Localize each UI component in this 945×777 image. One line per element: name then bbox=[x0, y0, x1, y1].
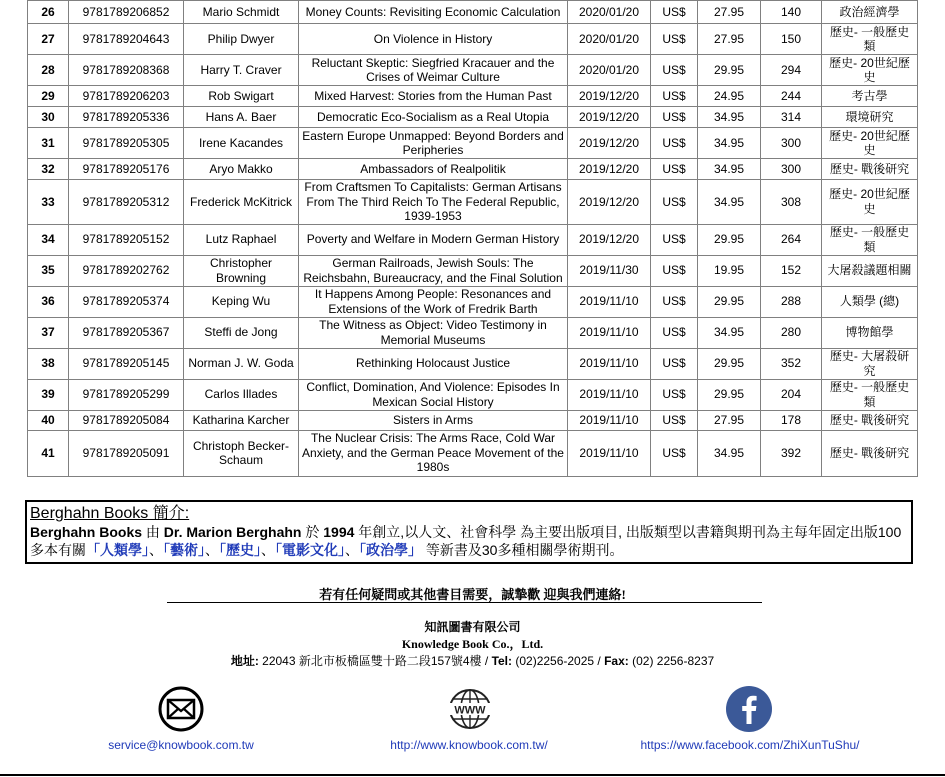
table-row bbox=[28, 1, 918, 24]
cell-pages: 294 bbox=[761, 55, 822, 86]
cell-subject: 歷史- 一般歷史類 bbox=[822, 24, 918, 55]
cell-cur: US$ bbox=[651, 86, 698, 107]
cell-pages: 352 bbox=[761, 348, 822, 379]
cell-no: 35 bbox=[28, 255, 69, 286]
cell-price: 27.95 bbox=[698, 1, 761, 24]
cell-date: 2019/11/10 bbox=[568, 430, 651, 476]
cell-cur: US$ bbox=[651, 317, 698, 348]
cell-price: 27.95 bbox=[698, 410, 761, 430]
cell-no: 38 bbox=[28, 348, 69, 379]
cell-title: Democratic Eco-Socialism as a Real Utopia bbox=[299, 107, 568, 128]
cell-subject: 歷史- 大屠殺研究 bbox=[822, 348, 918, 379]
cell-title: On Violence in History bbox=[299, 24, 568, 55]
cell-subject: 歷史- 戰後研究 bbox=[822, 430, 918, 476]
intro-heading: Berghahn Books 簡介: bbox=[30, 505, 190, 522]
cell-no: 31 bbox=[28, 128, 69, 159]
cell-date: 2020/01/20 bbox=[568, 55, 651, 86]
cell-pages: 178 bbox=[761, 410, 822, 430]
cell-subject: 歷史- 20世紀歷史 bbox=[822, 128, 918, 159]
cell-price: 29.95 bbox=[698, 55, 761, 86]
cell-isbn: 9781789205305 bbox=[69, 128, 184, 159]
cell-author: Carlos Illades bbox=[184, 379, 299, 410]
cell-isbn: 9781789208368 bbox=[69, 55, 184, 86]
cell-title: Sisters in Arms bbox=[299, 410, 568, 430]
founding-year: 1994 bbox=[323, 524, 355, 540]
cell-price: 34.95 bbox=[698, 430, 761, 476]
cell-cur: US$ bbox=[651, 55, 698, 86]
cell-author: Philip Dwyer bbox=[184, 24, 299, 55]
facebook-link[interactable]: https://www.facebook.com/ZhiXunTuShu/ bbox=[640, 738, 860, 752]
cell-isbn: 9781789205084 bbox=[69, 410, 184, 430]
cell-author: Aryo Makko bbox=[184, 159, 299, 180]
cell-subject: 博物館學 bbox=[822, 317, 918, 348]
cell-cur: US$ bbox=[651, 410, 698, 430]
table-row bbox=[28, 180, 918, 225]
cell-cur: US$ bbox=[651, 379, 698, 410]
cell-title: Conflict, Domination, And Violence: Episodes In Mexican Social History bbox=[299, 379, 568, 410]
cell-subject: 歷史- 20世紀歷史 bbox=[822, 55, 918, 86]
cell-author: Frederick McKitrick bbox=[184, 180, 299, 225]
cell-author: Lutz Raphael bbox=[184, 224, 299, 255]
cell-no: 26 bbox=[28, 1, 69, 24]
cell-no: 39 bbox=[28, 379, 69, 410]
cell-isbn: 9781789205145 bbox=[69, 348, 184, 379]
subject-history: 「歷史」 bbox=[219, 542, 261, 558]
table-row bbox=[28, 286, 918, 317]
cell-isbn: 9781789204643 bbox=[69, 24, 184, 55]
cell-title: Eastern Europe Unmapped: Beyond Borders and Peripheries bbox=[299, 128, 568, 159]
cell-cur: US$ bbox=[651, 107, 698, 128]
website-link[interactable]: http://www.knowbook.com.tw/ bbox=[390, 738, 548, 752]
cell-author: Norman J. W. Goda bbox=[184, 348, 299, 379]
cell-author: Christoph Becker-Schaum bbox=[184, 430, 299, 476]
svg-text:WWW: WWW bbox=[454, 704, 486, 717]
cell-pages: 314 bbox=[761, 107, 822, 128]
cell-no: 28 bbox=[28, 55, 69, 86]
cell-pages: 244 bbox=[761, 86, 822, 107]
cell-author: Katharina Karcher bbox=[184, 410, 299, 430]
cell-no: 29 bbox=[28, 86, 69, 107]
cell-title: Money Counts: Revisiting Economic Calculation bbox=[299, 1, 568, 24]
cell-author: Hans A. Baer bbox=[184, 107, 299, 128]
cell-author: Christopher Browning bbox=[184, 255, 299, 286]
cell-pages: 300 bbox=[761, 159, 822, 180]
cell-isbn: 9781789205152 bbox=[69, 224, 184, 255]
cell-pages: 392 bbox=[761, 430, 822, 476]
cell-isbn: 9781789202762 bbox=[69, 255, 184, 286]
cell-pages: 308 bbox=[761, 180, 822, 225]
cell-no: 33 bbox=[28, 180, 69, 225]
table-row bbox=[28, 255, 918, 286]
contact-question: 若有任何疑問或其他書目需要，誠摯歡 迎與我們連絡! bbox=[319, 587, 626, 602]
table-row bbox=[28, 159, 918, 180]
cell-date: 2020/01/20 bbox=[568, 1, 651, 24]
cell-price: 34.95 bbox=[698, 317, 761, 348]
cell-isbn: 9781789205367 bbox=[69, 317, 184, 348]
cell-pages: 152 bbox=[761, 255, 822, 286]
cell-isbn: 9781789205374 bbox=[69, 286, 184, 317]
cell-author: Steffi de Jong bbox=[184, 317, 299, 348]
cell-price: 29.95 bbox=[698, 224, 761, 255]
cell-subject: 歷史- 一般歷史類 bbox=[822, 379, 918, 410]
intro-body: Berghahn Books 由 Dr. Marion Berghahn 於 1994 年創立,以人文、社會科學 為主要出版項目, 出版類型以書籍與期刊為主每年固定出版100多本有關「人類學」、「藝術」、「歷史」、「電影文化」、「政治學」 等新書及30多種相關學術期刊。 bbox=[30, 524, 902, 558]
cell-price: 29.95 bbox=[698, 286, 761, 317]
cell-price: 29.95 bbox=[698, 379, 761, 410]
cell-price: 34.95 bbox=[698, 180, 761, 225]
subject-art: 「藝術」 bbox=[163, 542, 205, 558]
table-row bbox=[28, 24, 918, 55]
cell-price: 34.95 bbox=[698, 107, 761, 128]
founder-name: Dr. Marion Berghahn bbox=[163, 524, 302, 540]
table-row bbox=[28, 224, 918, 255]
cell-title: From Craftsmen To Capitalists: German Artisans From The Third Reich To The Federal Republic, 1939-1953 bbox=[299, 180, 568, 225]
cell-cur: US$ bbox=[651, 255, 698, 286]
table-row bbox=[28, 107, 918, 128]
company-name-zh: 知訊圖書有限公司 bbox=[424, 620, 521, 634]
cell-isbn: 9781789205176 bbox=[69, 159, 184, 180]
cell-title: Poverty and Welfare in Modern German History bbox=[299, 224, 568, 255]
cell-subject: 歷史- 20世紀歷史 bbox=[822, 180, 918, 225]
company-name-en: Knowledge Book Co.，Ltd. bbox=[401, 637, 544, 651]
globe-www-icon[interactable] bbox=[448, 688, 492, 730]
cell-date: 2019/12/20 bbox=[568, 86, 651, 107]
cell-price: 27.95 bbox=[698, 24, 761, 55]
cell-pages: 288 bbox=[761, 286, 822, 317]
table-row bbox=[28, 410, 918, 430]
publisher-name: Berghahn Books bbox=[30, 524, 143, 540]
cell-cur: US$ bbox=[651, 128, 698, 159]
cell-no: 40 bbox=[28, 410, 69, 430]
email-link[interactable]: service@knowbook.com.tw bbox=[108, 738, 254, 752]
cell-subject: 歷史- 戰後研究 bbox=[822, 159, 918, 180]
cell-title: Reluctant Skeptic: Siegfried Kracauer and the Crises of Weimar Culture bbox=[299, 55, 568, 86]
publisher-intro bbox=[25, 500, 913, 564]
subject-politics: 「政治學」 bbox=[359, 542, 422, 558]
cell-date: 2019/11/10 bbox=[568, 286, 651, 317]
cell-subject: 考古學 bbox=[822, 86, 918, 107]
table-row bbox=[28, 430, 918, 476]
divider bbox=[167, 602, 762, 603]
cell-cur: US$ bbox=[651, 159, 698, 180]
table-row bbox=[28, 55, 918, 86]
cell-no: 27 bbox=[28, 24, 69, 55]
table-row bbox=[28, 348, 918, 379]
cell-price: 24.95 bbox=[698, 86, 761, 107]
table-row bbox=[28, 128, 918, 159]
cell-date: 2019/11/30 bbox=[568, 255, 651, 286]
cell-cur: US$ bbox=[651, 286, 698, 317]
cell-title: Mixed Harvest: Stories from the Human Past bbox=[299, 86, 568, 107]
cell-date: 2019/12/20 bbox=[568, 224, 651, 255]
bottom-rule bbox=[0, 774, 945, 776]
address-line: 地址: 22043 新北市板橋區雙十路二段157號4樓 / Tel: (02)2256-2025 / Fax: (02) 2256-8237 bbox=[230, 654, 715, 668]
cell-price: 29.95 bbox=[698, 348, 761, 379]
cell-date: 2019/12/20 bbox=[568, 159, 651, 180]
table-row bbox=[28, 86, 918, 107]
cell-no: 32 bbox=[28, 159, 69, 180]
envelope-icon[interactable] bbox=[158, 686, 204, 732]
cell-cur: US$ bbox=[651, 1, 698, 24]
table-row bbox=[28, 317, 918, 348]
cell-isbn: 9781789205299 bbox=[69, 379, 184, 410]
cell-cur: US$ bbox=[651, 180, 698, 225]
cell-pages: 150 bbox=[761, 24, 822, 55]
cell-cur: US$ bbox=[651, 224, 698, 255]
cell-isbn: 9781789205312 bbox=[69, 180, 184, 225]
cell-title: German Railroads, Jewish Souls: The Reichsbahn, Bureaucracy, and the Final Solution bbox=[299, 255, 568, 286]
cell-author: Irene Kacandes bbox=[184, 128, 299, 159]
cell-no: 34 bbox=[28, 224, 69, 255]
cell-date: 2019/11/10 bbox=[568, 348, 651, 379]
cell-date: 2019/11/10 bbox=[568, 379, 651, 410]
cell-price: 19.95 bbox=[698, 255, 761, 286]
cell-isbn: 9781789206852 bbox=[69, 1, 184, 24]
cell-title: Ambassadors of Realpolitik bbox=[299, 159, 568, 180]
cell-subject: 政治經濟學 bbox=[822, 1, 918, 24]
cell-pages: 300 bbox=[761, 128, 822, 159]
cell-isbn: 9781789205336 bbox=[69, 107, 184, 128]
cell-title: It Happens Among People: Resonances and Extensions of the Work of Fredrik Barth bbox=[299, 286, 568, 317]
cell-title: The Nuclear Crisis: The Arms Race, Cold War Anxiety, and the German Peace Movement of the 1980s bbox=[299, 430, 568, 476]
cell-price: 34.95 bbox=[698, 159, 761, 180]
cell-subject: 歷史- 一般歷史類 bbox=[822, 224, 918, 255]
cell-title: Rethinking Holocaust Justice bbox=[299, 348, 568, 379]
facebook-icon[interactable] bbox=[726, 686, 772, 732]
cell-cur: US$ bbox=[651, 348, 698, 379]
cell-pages: 204 bbox=[761, 379, 822, 410]
cell-title: The Witness as Object: Video Testimony in Memorial Museums bbox=[299, 317, 568, 348]
cell-pages: 264 bbox=[761, 224, 822, 255]
cell-date: 2019/11/10 bbox=[568, 410, 651, 430]
cell-subject: 歷史- 戰後研究 bbox=[822, 410, 918, 430]
cell-author: Rob Swigart bbox=[184, 86, 299, 107]
subject-anthropology: 「人類學」 bbox=[86, 542, 149, 558]
cell-price: 34.95 bbox=[698, 128, 761, 159]
cell-date: 2019/12/20 bbox=[568, 180, 651, 225]
cell-subject: 人類學 (總) bbox=[822, 286, 918, 317]
cell-no: 30 bbox=[28, 107, 69, 128]
cell-isbn: 9781789205091 bbox=[69, 430, 184, 476]
cell-pages: 140 bbox=[761, 1, 822, 24]
subject-film: 「電影文化」 bbox=[275, 542, 345, 558]
cell-date: 2020/01/20 bbox=[568, 24, 651, 55]
cell-no: 36 bbox=[28, 286, 69, 317]
cell-pages: 280 bbox=[761, 317, 822, 348]
cell-date: 2019/12/20 bbox=[568, 128, 651, 159]
cell-subject: 環境研究 bbox=[822, 107, 918, 128]
cell-cur: US$ bbox=[651, 430, 698, 476]
cell-no: 37 bbox=[28, 317, 69, 348]
table-row bbox=[28, 379, 918, 410]
cell-no: 41 bbox=[28, 430, 69, 476]
cell-date: 2019/11/10 bbox=[568, 317, 651, 348]
cell-isbn: 9781789206203 bbox=[69, 86, 184, 107]
cell-author: Harry T. Craver bbox=[184, 55, 299, 86]
cell-cur: US$ bbox=[651, 24, 698, 55]
cell-date: 2019/12/20 bbox=[568, 107, 651, 128]
cell-author: Mario Schmidt bbox=[184, 1, 299, 24]
book-list-table bbox=[27, 0, 918, 477]
cell-subject: 大屠殺議題相關 bbox=[822, 255, 918, 286]
cell-author: Keping Wu bbox=[184, 286, 299, 317]
